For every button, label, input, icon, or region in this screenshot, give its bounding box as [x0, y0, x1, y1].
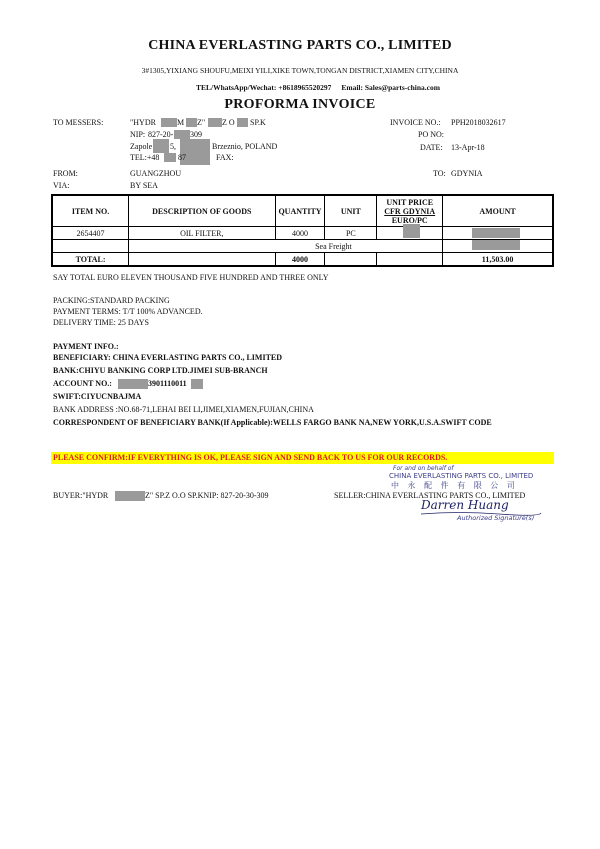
packing-terms: PACKING:STANDARD PACKING — [53, 296, 170, 305]
cell-total-quantity: 4000 — [275, 253, 325, 267]
delivery-time: DELIVERY TIME: 25 DAYS — [53, 318, 149, 327]
to-name-part-b: M — [177, 118, 185, 127]
header-unit-price — [377, 195, 443, 227]
invoice-no-label: INVOICE NO.: — [390, 118, 441, 127]
to-name-part-a: "HYDR — [130, 118, 156, 127]
correspondent-bank: CORRESPONDENT OF BENEFICIARY BANK(If Applicable):WELLS FARGO BANK NA,NEW YORK,U.S.A.SWIFT CODE — [53, 418, 492, 427]
seller-label: SELLER:CHINA EVERLASTING PARTS CO., LIMITED — [334, 491, 526, 500]
to-port-value: GDYNIA — [451, 169, 483, 178]
handwritten-signature: Darren Huang — [421, 498, 509, 512]
header-description: DESCRIPTION OF GOODS — [129, 195, 275, 227]
header-quantity: QUANTITY — [275, 195, 325, 227]
cell-empty — [129, 253, 275, 267]
redaction-block — [161, 118, 177, 127]
company-address: 3#1305,YIXIANG SHOUFU,MEIXI YILI,XIKE TOWN,TONGAN DISTRICT,XIAMEN CITY,CHINA — [141, 66, 459, 75]
date-label: DATE: — [420, 143, 443, 152]
redaction-block — [118, 379, 148, 389]
header-amount: AMOUNT — [443, 195, 553, 227]
via-value: BY SEA — [130, 181, 158, 190]
email-text: Email: Sales@parts-china.com — [341, 83, 440, 92]
bank-address: BANK ADDRESS :NO.68-71,LEHAI BEI LI,JIMEI,XIAMEN,FUJIAN,CHINA — [53, 405, 314, 414]
to-name-part-d: Z O — [222, 118, 235, 127]
from-label: FROM: — [53, 169, 78, 178]
beneficiary: BENEFICIARY: CHINA EVERLASTING PARTS CO., LIMITED — [53, 353, 283, 362]
to-label: TO MESSERS: — [53, 118, 104, 127]
to-name-part-c: Z" — [197, 118, 206, 127]
redaction-block — [115, 491, 145, 501]
account-number: 3901110011 — [148, 379, 187, 388]
table-row — [52, 227, 553, 240]
table-row — [52, 240, 553, 253]
stamp-company-line: CHINA EVERLASTING PARTS CO., LIMITED — [389, 472, 534, 480]
redaction-block — [208, 118, 222, 127]
redaction-block — [403, 224, 420, 238]
redaction-block — [237, 118, 248, 127]
header-unit: UNIT — [325, 195, 377, 227]
bank-name: BANK:CHIYU BANKING CORP LTD.JIMEI SUB-BRANCH — [53, 366, 268, 375]
to-port-label: TO: — [433, 169, 446, 178]
po-label: PO NO: — [418, 130, 445, 139]
cell-quantity: 4000 — [275, 227, 325, 240]
document-title: PROFORMA INVOICE — [224, 97, 376, 112]
company-name: CHINA EVERLASTING PARTS CO., LIMITED — [148, 38, 452, 53]
account-label: ACCOUNT NO.: — [53, 379, 112, 388]
header-unit-price-line2: CFR GDYNIA — [384, 206, 436, 216]
stamp-authorized-line: Authorized Signature(s) — [457, 514, 535, 522]
nip-part-a: 827-20- — [148, 130, 174, 139]
stamp-chinese-name: 中 永 配 件 有 限 公 司 — [391, 481, 518, 490]
redaction-block — [153, 139, 169, 153]
date-value: 13-Apr-18 — [451, 143, 485, 152]
cell-empty — [377, 253, 443, 267]
header-unit-price-line1: UNIT PRICE — [386, 197, 434, 207]
say-total: SAY TOTAL EURO ELEVEN THOUSAND FIVE HUNDRED AND THREE ONLY — [53, 273, 329, 282]
redaction-block — [472, 228, 520, 238]
via-label: VIA: — [53, 181, 70, 190]
confirm-notice: PLEASE CONFIRM:IF EVERYTHING IS OK, PLEASE SIGN AND SEND BACK TO US FOR OUR RECORDS. — [53, 453, 448, 462]
cell-freight-amount — [443, 240, 553, 253]
table-header-row — [52, 195, 553, 227]
tel-label: TEL:+48 — [130, 153, 160, 162]
cell-sea-freight: Sea Freight — [129, 240, 443, 253]
stamp-behalf-line: For and on behalf of — [393, 465, 454, 472]
buyer-label-b: Z" SP.Z O.O SP.KNIP: 827-20-30-309 — [145, 491, 269, 500]
cell-empty — [325, 253, 377, 267]
cell-unit-price — [377, 227, 443, 240]
header-item-no: ITEM NO. — [52, 195, 129, 227]
swift-code: SWIFT:CIYUCNBAJMA — [53, 392, 142, 401]
cell-unit: PC — [325, 227, 377, 240]
redaction-block — [472, 240, 520, 250]
tel-part-b: 87 — [178, 153, 186, 162]
company-contact — [196, 83, 440, 92]
table-total-row — [52, 253, 553, 267]
address-part-a: Zapole — [130, 142, 153, 151]
address-part-b: 5, — [170, 142, 176, 151]
items-table — [51, 194, 554, 267]
buyer-label-a: BUYER:"HYDR — [53, 491, 109, 500]
invoice-no-value: PPH2018032617 — [451, 118, 506, 127]
cell-total-label: TOTAL: — [52, 253, 129, 267]
nip-label: NIP: — [130, 130, 146, 139]
cell-empty — [52, 240, 129, 253]
cell-amount — [443, 227, 553, 240]
header-unit-price-line3: EURO/PC — [391, 215, 428, 225]
phone-text: TEL/WhatsApp/Wechat: +8618965520297 — [196, 83, 332, 92]
to-name-part-e: SP.K — [250, 118, 266, 127]
fax-label: FAX: — [216, 153, 234, 162]
cell-item-no: 2654407 — [52, 227, 129, 240]
payment-info-title: PAYMENT INFO.: — [53, 342, 119, 351]
cell-total-amount: 11,503.00 — [443, 253, 553, 267]
from-value: GUANGZHOU — [130, 169, 182, 178]
cell-description: OIL FILTER, — [129, 227, 275, 240]
address-part-c: Brzeznio, POLAND — [212, 142, 278, 151]
redaction-block — [174, 130, 190, 139]
redaction-block — [186, 118, 197, 127]
redaction-block — [191, 379, 203, 389]
nip-part-b: 309 — [190, 130, 202, 139]
redaction-block — [164, 153, 176, 162]
payment-terms: PAYMENT TERMS: T/T 100% ADVANCED. — [53, 307, 203, 316]
